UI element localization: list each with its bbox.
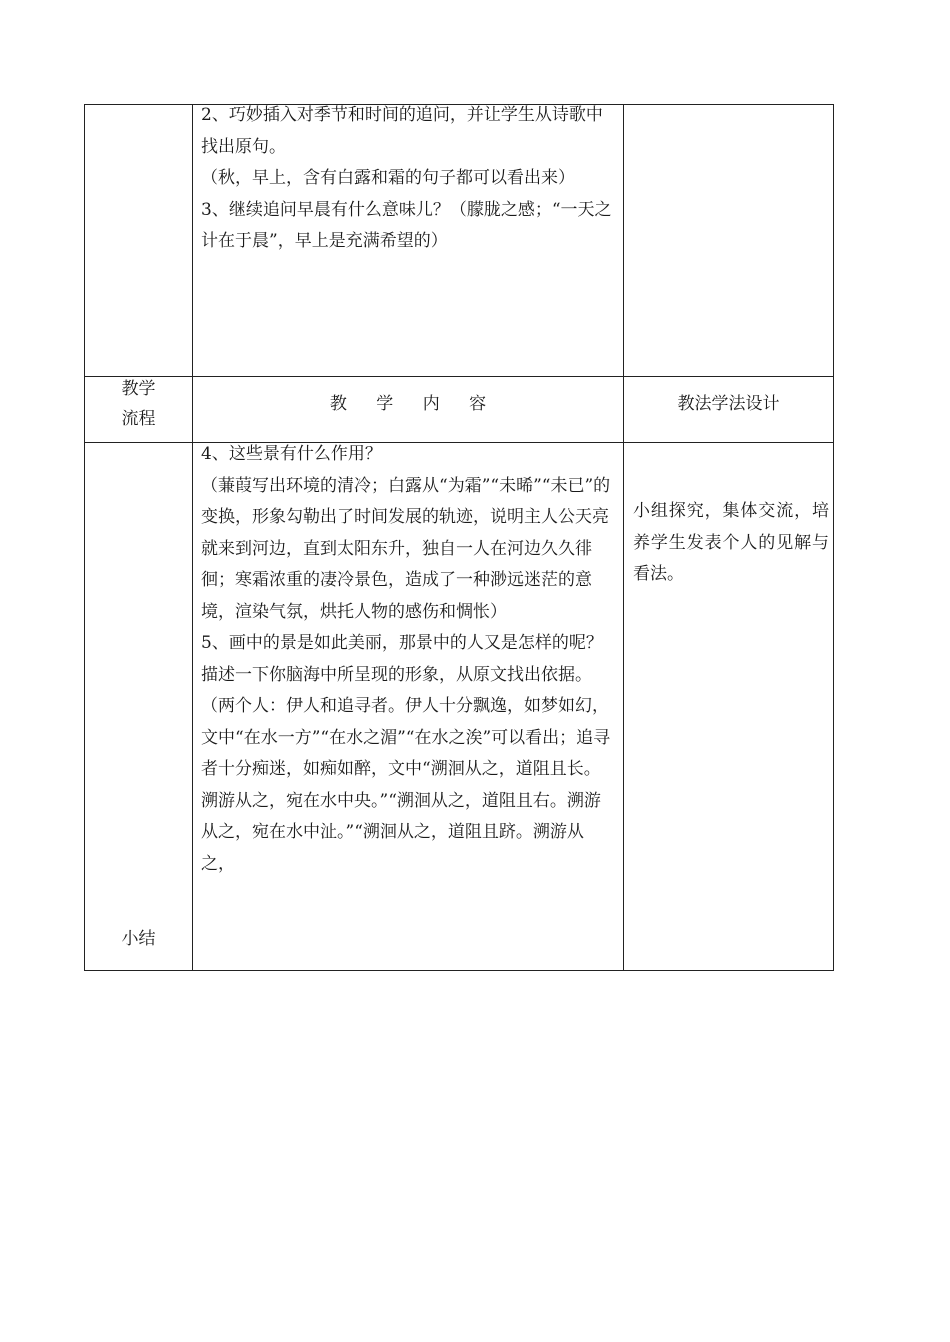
header-content-char: 学 <box>376 394 394 414</box>
method-note: 小组探究，集体交流，培养学生发表个人的见解与看法。 <box>633 501 829 584</box>
paragraph: （蒹葭写出环境的清冷；白露从“为霜”“未晞”“未已”的变换，形象勾勒出了时间发展的轨迹，说明主人公天亮就来到河边，直到太阳东升，独自一人在河边久久徘徊；寒霜浓重的凄冷景色，造成了一种渺远迷茫的意境，渲染气氛，烘托人物的感伤和惆怅） <box>201 475 611 622</box>
header-process-line: 流程 <box>121 409 156 429</box>
main-content-cell <box>201 439 615 880</box>
header-content-char: 教 <box>329 394 347 414</box>
header-row-top-border <box>84 376 834 377</box>
header-process-line: 教学 <box>121 379 156 399</box>
column-divider-right <box>623 104 624 971</box>
header-method-design: 教法学法设计 <box>677 394 780 414</box>
top-content-cell <box>201 100 615 258</box>
paragraph: （两个人：伊人和追寻者。伊人十分飘逸，如梦如幻，文中“在水一方”“在水之湄”“在水之涘”可以看出；追寻者十分痴迷，如痴如醉，文中“溯洄从之，道阻且长。溯游从之，宛在水中央。”“溯洄从之，道阻且右。溯游从之，宛在水中沚。”“溯洄从之，道阻且跻。溯游从之， <box>201 696 611 874</box>
summary-label: 小结 <box>121 929 156 949</box>
paragraph: 4、这些景有什么作用？ <box>201 444 382 464</box>
header-content <box>193 389 623 414</box>
column-divider-left <box>192 104 193 971</box>
paragraph: （秋，早上，含有白露和霜的句子都可以看出来） <box>201 168 575 188</box>
header-content-char: 内 <box>422 394 440 414</box>
paragraph: 3、继续追问早晨有什么意味儿？（朦胧之感；“一天之计在于晨”，早上是充满希望的） <box>201 199 612 251</box>
header-process <box>85 374 192 434</box>
paragraph: 2、巧妙插入对季节和时间的追问，并让学生从诗歌中找出原句。 <box>201 105 603 157</box>
header-content-char: 容 <box>469 394 487 414</box>
paragraph: 5、画中的景是如此美丽，那景中的人又是怎样的呢？描述一下你脑海中所呈现的形象，从原文找出依据。 <box>201 633 603 685</box>
